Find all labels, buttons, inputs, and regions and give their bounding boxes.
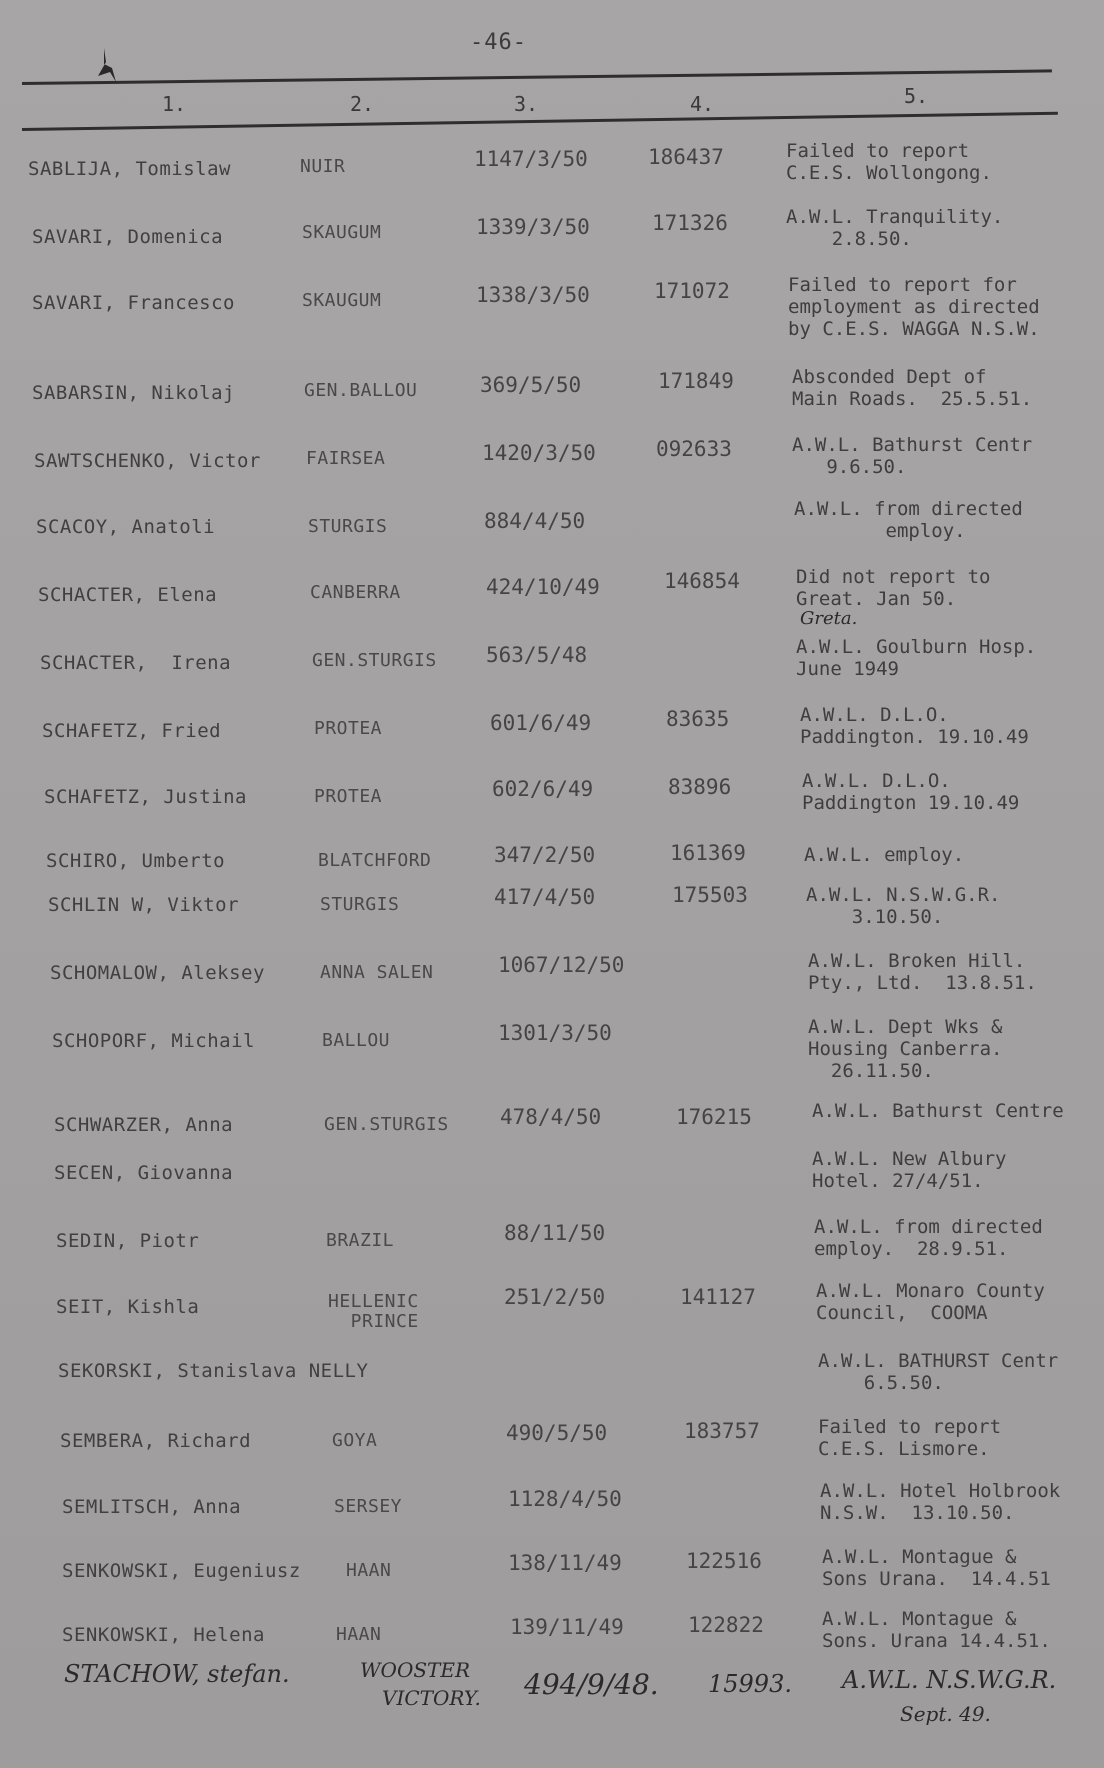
row-number: 186437	[648, 145, 724, 169]
row-name: SCHACTER, Irena	[40, 652, 232, 674]
row-remark: A.W.L. Bathurst Centr 9.6.50.	[792, 434, 1033, 478]
row-number: 175503	[672, 883, 748, 907]
row-number: 141127	[680, 1285, 756, 1309]
row-ship: PROTEA	[314, 718, 383, 739]
table-row	[0, 1016, 1104, 1088]
row-remark: A.W.L. Tranquility. 2.8.50.	[786, 206, 1004, 250]
row-ship: STURGIS	[320, 894, 400, 915]
row-remark: Failed to report C.E.S. Lismore.	[818, 1416, 1002, 1460]
handwritten-remark-line2: Sept. 49.	[900, 1702, 991, 1726]
column-header-4: 4.	[690, 92, 715, 116]
table-row	[0, 1416, 1104, 1488]
row-ship: NUIR	[300, 156, 346, 177]
row-name: SEMBERA, Richard	[60, 1430, 252, 1452]
table-row	[0, 636, 1104, 704]
handwritten-number: 15993.	[708, 1670, 792, 1698]
row-remark: A.W.L. from directed employ. 28.9.51.	[814, 1216, 1043, 1260]
row-remark: A.W.L. Montague & Sons Urana. 14.4.51	[822, 1546, 1051, 1590]
row-remark: Failed to report C.E.S. Wollongong.	[786, 140, 992, 184]
pin-mark-icon	[94, 48, 118, 84]
row-name: SEMLITSCH, Anna	[62, 1496, 242, 1518]
table-row	[0, 1350, 1104, 1418]
row-number: 171849	[658, 369, 734, 393]
handwritten-annotation: Greta.	[800, 608, 858, 629]
row-ship: HELLENIC PRINCE	[328, 1291, 419, 1332]
row-name: SENKOWSKI, Eugeniusz	[62, 1560, 301, 1582]
row-ref: 417/4/50	[494, 885, 596, 909]
row-remark: Absconded Dept of Main Roads. 25.5.51.	[792, 366, 1033, 410]
row-ref: 1301/3/50	[498, 1021, 612, 1045]
row-remark: A.W.L. D.L.O. Paddington 19.10.49	[802, 770, 1020, 814]
row-ref: 602/6/49	[492, 777, 594, 801]
row-ref: 369/5/50	[480, 373, 582, 397]
table-row	[0, 206, 1104, 276]
row-remark: A.W.L. N.S.W.G.R. 3.10.50.	[806, 884, 1001, 928]
row-ship: GEN.STURGIS	[324, 1114, 449, 1135]
handwritten-name: STACHOW, stefan.	[64, 1660, 290, 1688]
row-ref: 88/11/50	[504, 1221, 606, 1245]
top-rule	[22, 69, 1052, 85]
row-name: SCHACTER, Elena	[38, 584, 218, 606]
table-row	[0, 1148, 1104, 1220]
table-row	[0, 434, 1104, 500]
table-row	[0, 366, 1104, 432]
row-ref: 1067/12/50	[498, 953, 625, 977]
row-remark: A.W.L. BATHURST Centr 6.5.50.	[818, 1350, 1059, 1394]
row-number: 183757	[684, 1419, 760, 1443]
row-remark: A.W.L. Montague & Sons. Urana 14.4.51.	[822, 1608, 1051, 1652]
row-name: SAVARI, Domenica	[32, 226, 224, 248]
row-ship: FAIRSEA	[306, 448, 386, 469]
row-name: SEIT, Kishla	[56, 1296, 200, 1318]
row-number: 176215	[676, 1105, 752, 1129]
column-header-3: 3.	[514, 92, 539, 116]
row-number: 161369	[670, 841, 746, 865]
row-remark: A.W.L. Broken Hill. Pty., Ltd. 13.8.51.	[808, 950, 1037, 994]
row-ship: SKAUGUM	[302, 222, 382, 243]
row-number: 146854	[664, 569, 740, 593]
row-remark: A.W.L. Monaro County Council, COOMA	[816, 1280, 1045, 1324]
row-name: SAVARI, Francesco	[32, 292, 235, 314]
row-name: SCHLIN W, Viktor	[48, 894, 240, 916]
row-name: SCHAFETZ, Fried	[42, 720, 222, 742]
row-name: SCHWARZER, Anna	[54, 1114, 234, 1136]
row-number: 171072	[654, 279, 730, 303]
row-ship: GEN.STURGIS	[312, 650, 437, 671]
table-row	[0, 498, 1104, 568]
row-ship: STURGIS	[308, 516, 388, 537]
row-ref: 139/11/49	[510, 1615, 624, 1639]
column-header-5: 5.	[904, 84, 929, 108]
table-row	[0, 140, 1104, 208]
row-ship: BALLOU	[322, 1030, 391, 1051]
handwritten-ship-line1: WOOSTER	[360, 1658, 471, 1682]
row-name: SECEN, Giovanna	[54, 1162, 234, 1184]
row-ref: 601/6/49	[490, 711, 592, 735]
table-row	[0, 1280, 1104, 1354]
row-remark: A.W.L. Hotel Holbrook N.S.W. 13.10.50.	[820, 1480, 1061, 1524]
row-remark: Did not report to Great. Jan 50.	[796, 566, 991, 610]
row-name: SABLIJA, Tomislaw	[28, 158, 231, 180]
table-row	[0, 1480, 1104, 1554]
row-remark: A.W.L. New Albury Hotel. 27/4/51.	[812, 1148, 1007, 1192]
table-row	[0, 770, 1104, 840]
row-number: 83635	[666, 707, 730, 731]
row-remark: A.W.L. D.L.O. Paddington. 19.10.49	[800, 704, 1029, 748]
handwritten-remark-line1: A.W.L. N.S.W.G.R.	[842, 1666, 1057, 1694]
row-ref: 1128/4/50	[508, 1487, 622, 1511]
row-name: SCHIRO, Umberto	[46, 850, 226, 872]
row-remark: A.W.L. from directed employ.	[794, 498, 1023, 542]
row-ref: 1420/3/50	[482, 441, 596, 465]
row-ref: 563/5/48	[486, 643, 588, 667]
row-ship: GEN.BALLOU	[304, 380, 418, 401]
row-ref: 424/10/49	[486, 575, 600, 599]
row-ref: 884/4/50	[484, 509, 586, 533]
row-name: SENKOWSKI, Helena	[62, 1624, 265, 1646]
row-name: SCHOMALOW, Aleksey	[50, 962, 265, 984]
column-header-2: 2.	[350, 92, 375, 116]
table-row	[0, 950, 1104, 1020]
row-ship: BLATCHFORD	[318, 850, 432, 871]
row-remark: A.W.L. Goulburn Hosp. June 1949	[796, 636, 1037, 680]
row-number: 83896	[668, 775, 732, 799]
row-ship: GOYA	[332, 1430, 378, 1451]
row-name: SEKORSKI, Stanislava NELLY	[58, 1360, 369, 1382]
row-ship: SERSEY	[334, 1496, 403, 1517]
row-number: 122516	[686, 1549, 762, 1573]
row-ship: HAAN	[336, 1624, 382, 1645]
row-ref: 490/5/50	[506, 1421, 608, 1445]
row-remark: A.W.L. Bathurst Centre	[812, 1100, 1064, 1122]
row-ref: 1147/3/50	[474, 147, 588, 171]
row-ref: 478/4/50	[500, 1105, 602, 1129]
table-row	[0, 274, 1104, 344]
row-remark: Failed to report for employment as directed by C.E.S. WAGGA N.S.W.	[788, 274, 1040, 340]
row-name: SAWTSCHENKO, Victor	[34, 450, 261, 472]
page-number: -46-	[470, 30, 527, 55]
column-header-1: 1.	[162, 92, 187, 116]
row-remark: A.W.L. Dept Wks & Housing Canberra. 26.11.50.	[808, 1016, 1003, 1082]
row-name: SEDIN, Piotr	[56, 1230, 200, 1252]
row-ref: 347/2/50	[494, 843, 596, 867]
table-row	[0, 704, 1104, 772]
table-row	[0, 883, 1104, 952]
row-ref: 1339/3/50	[476, 215, 590, 239]
row-number: 092633	[656, 437, 732, 461]
row-number: 122822	[688, 1613, 764, 1637]
row-ship: BRAZIL	[326, 1230, 395, 1251]
row-name: SCHOPORF, Michail	[52, 1030, 255, 1052]
row-name: SCACOY, Anatoli	[36, 516, 216, 538]
handwritten-ref: 494/9/48.	[524, 1668, 659, 1701]
row-ship: ANNA SALEN	[320, 962, 434, 983]
row-ref: 138/11/49	[508, 1551, 622, 1575]
table-row	[0, 1216, 1104, 1288]
row-remark: A.W.L. employ.	[804, 844, 965, 866]
row-ref: 1338/3/50	[476, 283, 590, 307]
row-name: SABARSIN, Nikolaj	[32, 382, 235, 404]
row-number: 171326	[652, 211, 728, 235]
table-row	[0, 566, 1104, 636]
row-ship: PROTEA	[314, 786, 383, 807]
handwritten-ship-line2: VICTORY.	[382, 1686, 481, 1710]
row-name: SCHAFETZ, Justina	[44, 786, 247, 808]
row-ref: 251/2/50	[504, 1285, 606, 1309]
row-ship: CANBERRA	[310, 582, 401, 603]
row-ship: HAAN	[346, 1560, 392, 1581]
row-ship: SKAUGUM	[302, 290, 382, 311]
